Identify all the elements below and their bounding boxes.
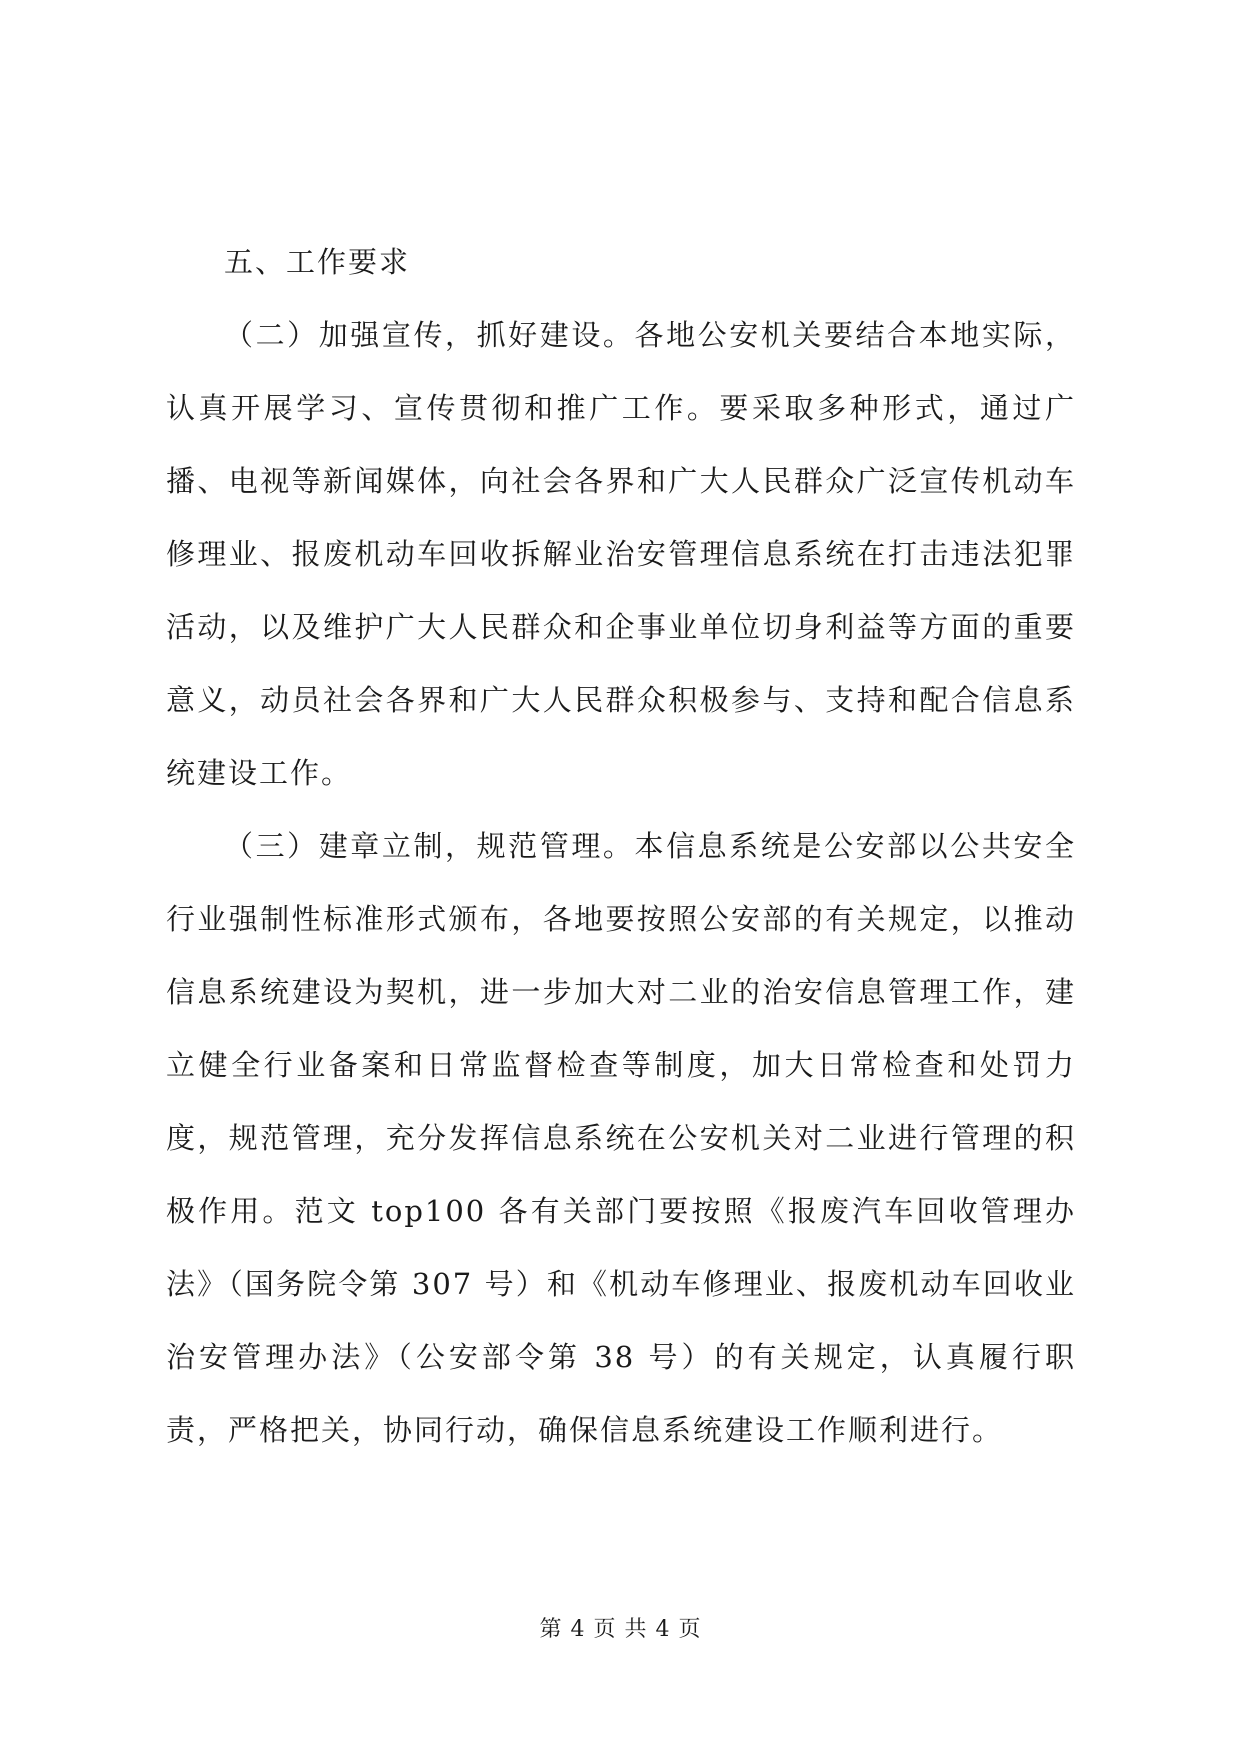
paragraph-publicity: （二）加强宣传，抓好建设。各地公安机关要结合本地实际，认真开展学习、宣传贯彻和推广工作。要采取多种形式，通过广播、电视等新闻媒体，向社会各界和广大人民群众广泛宣传机动车修理业、报废机动车回收拆解业治安管理信息系统在打击违法犯罪活动，以及维护广大人民群众和企事业单位切身利益等方面的重要意义，动员社会各界和广大人民群众积极参与、支持和配合信息系统建设工作。 [166,318,1076,790]
paragraph-regulation: （三）建章立制，规范管理。本信息系统是公安部以公共安全行业强制性标准形式颁布，各地要按照公安部的有关规定，以推动信息系统建设为契机，进一步加大对二业的治安信息管理工作，建立健全行业备案和日常监督检查等制度，加大日常检查和处罚力度，规范管理，充分发挥信息系统在公安机关对二业进行管理的积极作用。范文 top100 各有关部门要按照《报废汽车回收管理办法》（国务院令第 307 号）和《机动车修理业、报废机动车回收业治安管理办法》（公安部令第 38 号）的有关规定，认真履行职责，严格把关，协同行动，确保信息系统建设工作顺利进行。 [166,829,1076,1447]
document-body [166,226,1076,1467]
page-number-footer: 第 4 页 共 4 页 [539,1617,702,1642]
section-heading: 五、工作要求 [224,245,411,279]
